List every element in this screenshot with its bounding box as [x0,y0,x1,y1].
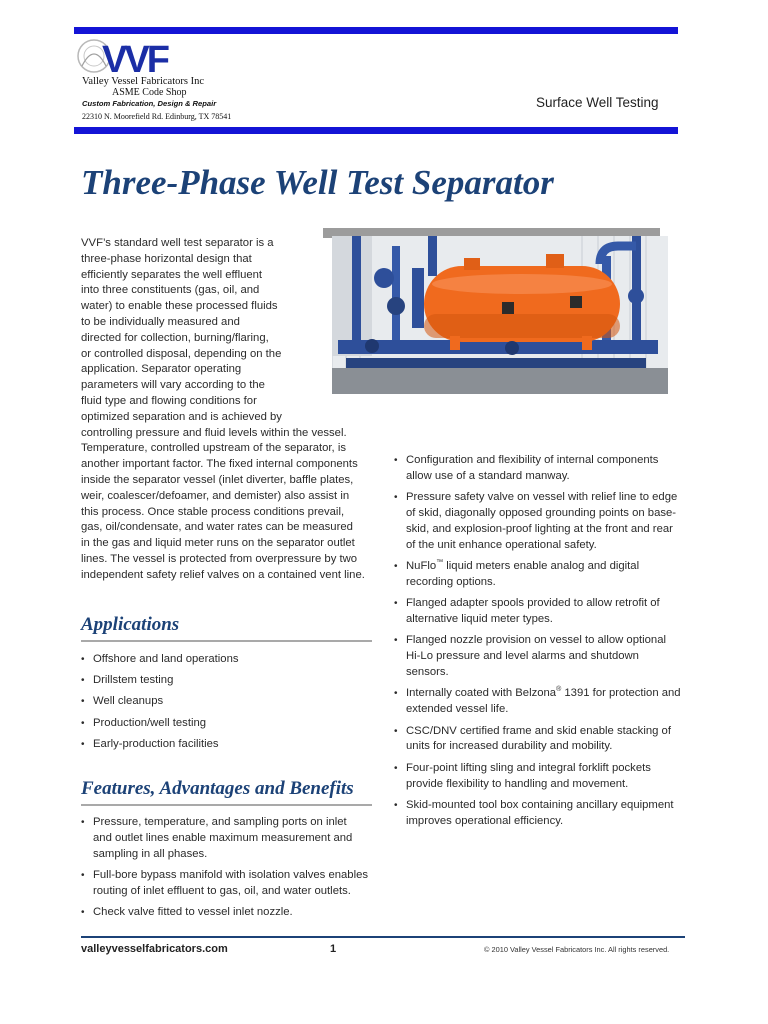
vvf-logo-mark [72,36,222,78]
feature-line: and outlet lines enable maximum measurement and [93,831,353,844]
feature-line: • Flanged nozzle provision on vessel to allow optional [406,634,666,647]
intro-line: gas, oil/condensate, and water rates can be measured [81,521,353,534]
vvf-logo [72,36,262,124]
feature-item [394,633,690,680]
intro-line: weir, coalescer/defoamer, and demister) also assist in [81,489,350,502]
feature-line: skid, and explosion-proof lighting at the front and rear [406,522,673,535]
feature-line: alternative liquid meter types. [406,612,553,625]
intro-line: to be individually measured and [81,315,240,328]
separator-photo [332,236,668,394]
intro-line: in the gas and liquid meter runs on the separator outlet [81,537,355,550]
feature-line: • Four-point lifting sling and integral forklift pockets [406,761,651,774]
feature-line: routing of inlet effluent to gas, oil, and water outlets. [93,884,351,897]
features-heading-rule [81,804,372,806]
intro-line: into three constituents (gas, oil, and [81,284,260,297]
feature-line: • Full-bore bypass manifold with isolation valves enables [93,868,369,881]
logo-address: 22310 N. Moorefield Rd. Edinburg, TX 78541 [82,112,232,121]
intro-line: parameters will vary according to the [81,379,265,392]
separator-illustration [332,236,668,394]
intro-text-narrow [81,236,303,426]
feature-item [81,905,377,921]
feature-line: Hi-Lo pressure and level alarms and shutdown [406,650,639,663]
feature-item [394,559,690,591]
features-list-right [394,453,690,835]
feature-line: allow use of a standard manway. [406,469,570,482]
feature-line: • Flanged adapter spools provided to allow retrofit of [406,597,660,610]
applications-heading-rule [81,640,372,642]
intro-line: Temperature, controlled upstream of the separator, is [81,442,346,455]
feature-line: • Configuration and flexibility of internal components [406,454,659,466]
intro-line: another important factor. The fixed internal components [81,458,358,471]
footer-copyright: © 2010 Valley Vessel Fabricators Inc. All rights reserved. [484,945,670,954]
intro-line: controlling pressure and fluid levels within the vessel. [81,426,347,439]
intro-line: or controlled disposal, depending on the [81,347,282,360]
intro-line: water) to enable these processed fluids [81,300,278,313]
feature-line: • Pressure safety valve on vessel with relief line to edge [406,491,678,504]
feature-line: provide flexibility to handling and movement. [406,777,629,790]
intro-line: inside the separator vessel (inlet diverter, baffle plates, [81,473,354,486]
header-bottom-bar [74,127,678,134]
intro-line: fluid type and flowing conditions for [81,394,257,407]
features-list-left [81,815,377,927]
feature-line: of the unit enhance operational safety. [406,538,597,551]
logo-mark-text: VVF [102,39,167,78]
footer-website: valleyvesselfabricators.com [81,943,228,955]
application-item: • Offshore and land operations [81,652,371,668]
intro-line: application. Separator operating [81,363,242,376]
feature-item [394,761,690,793]
logo-asme-label: ASME Code Shop [112,87,187,98]
feature-item [394,596,690,628]
feature-line: • Skid-mounted tool box containing ancillary equipment [406,798,674,811]
feature-line: • Internally coated with Belzona® 1391 for protection and [406,686,681,700]
intro-paragraph [81,236,377,584]
intro-line: independent safety relief valves on a contained vent line. [81,568,365,581]
applications-list [81,652,371,758]
feature-line: sensors. [406,665,449,678]
feature-item [394,490,690,553]
feature-item [394,798,690,830]
footer-rule [81,936,685,938]
feature-item [394,453,690,485]
features-heading: Features, Advantages and Benefits [81,778,354,799]
feature-line: improves operational efficiency. [406,814,564,827]
feature-item [81,868,377,900]
logo-company-name: Valley Vessel Fabricators Inc [82,76,204,87]
feature-line: extended vessel life. [406,703,509,716]
feature-line: • CSC/DNV certified frame and skid enable stacking of [406,724,671,737]
feature-item [394,686,690,718]
feature-line: • Check valve fitted to vessel inlet nozzle. [93,906,293,919]
application-item: • Production/well testing [81,716,371,732]
page-number: 1 [330,943,337,955]
feature-line: units for increased durability and mobility. [406,740,613,753]
feature-line: • NuFlo™ liquid meters enable analog and digital [406,559,640,572]
feature-item [81,815,377,862]
feature-line: recording options. [406,575,496,588]
feature-item [394,724,690,756]
header-section-label: Surface Well Testing [536,95,659,110]
application-item: • Early-production facilities [81,737,371,753]
feature-line: sampling in all phases. [93,847,208,860]
intro-line: this process. Once stable process conditions prevail, [81,505,345,518]
application-item: • Drillstem testing [81,673,371,689]
intro-line: VVF’s standard well test separator is a [81,237,274,249]
intro-line: optimized separation and is achieved by [81,410,282,423]
feature-line: of skid, diagonally opposed grounding points on base- [406,506,677,519]
page-title: Three-Phase Well Test Separator [81,163,554,202]
intro-line: three-phase horizontal design that [81,252,252,265]
logo-tagline: Custom Fabrication, Design & Repair [82,99,217,108]
intro-line: lines. The vessel is protected from overpressure by two [81,552,358,565]
applications-heading: Applications [81,614,180,635]
intro-line: efficiently separates the well effluent [81,268,263,281]
application-item: • Well cleanups [81,694,371,710]
intro-text-wide [81,426,377,584]
feature-line: • Pressure, temperature, and sampling ports on inlet [93,816,347,828]
header-top-bar [74,27,678,34]
intro-line: directed for collection, burning/flaring, [81,331,269,344]
